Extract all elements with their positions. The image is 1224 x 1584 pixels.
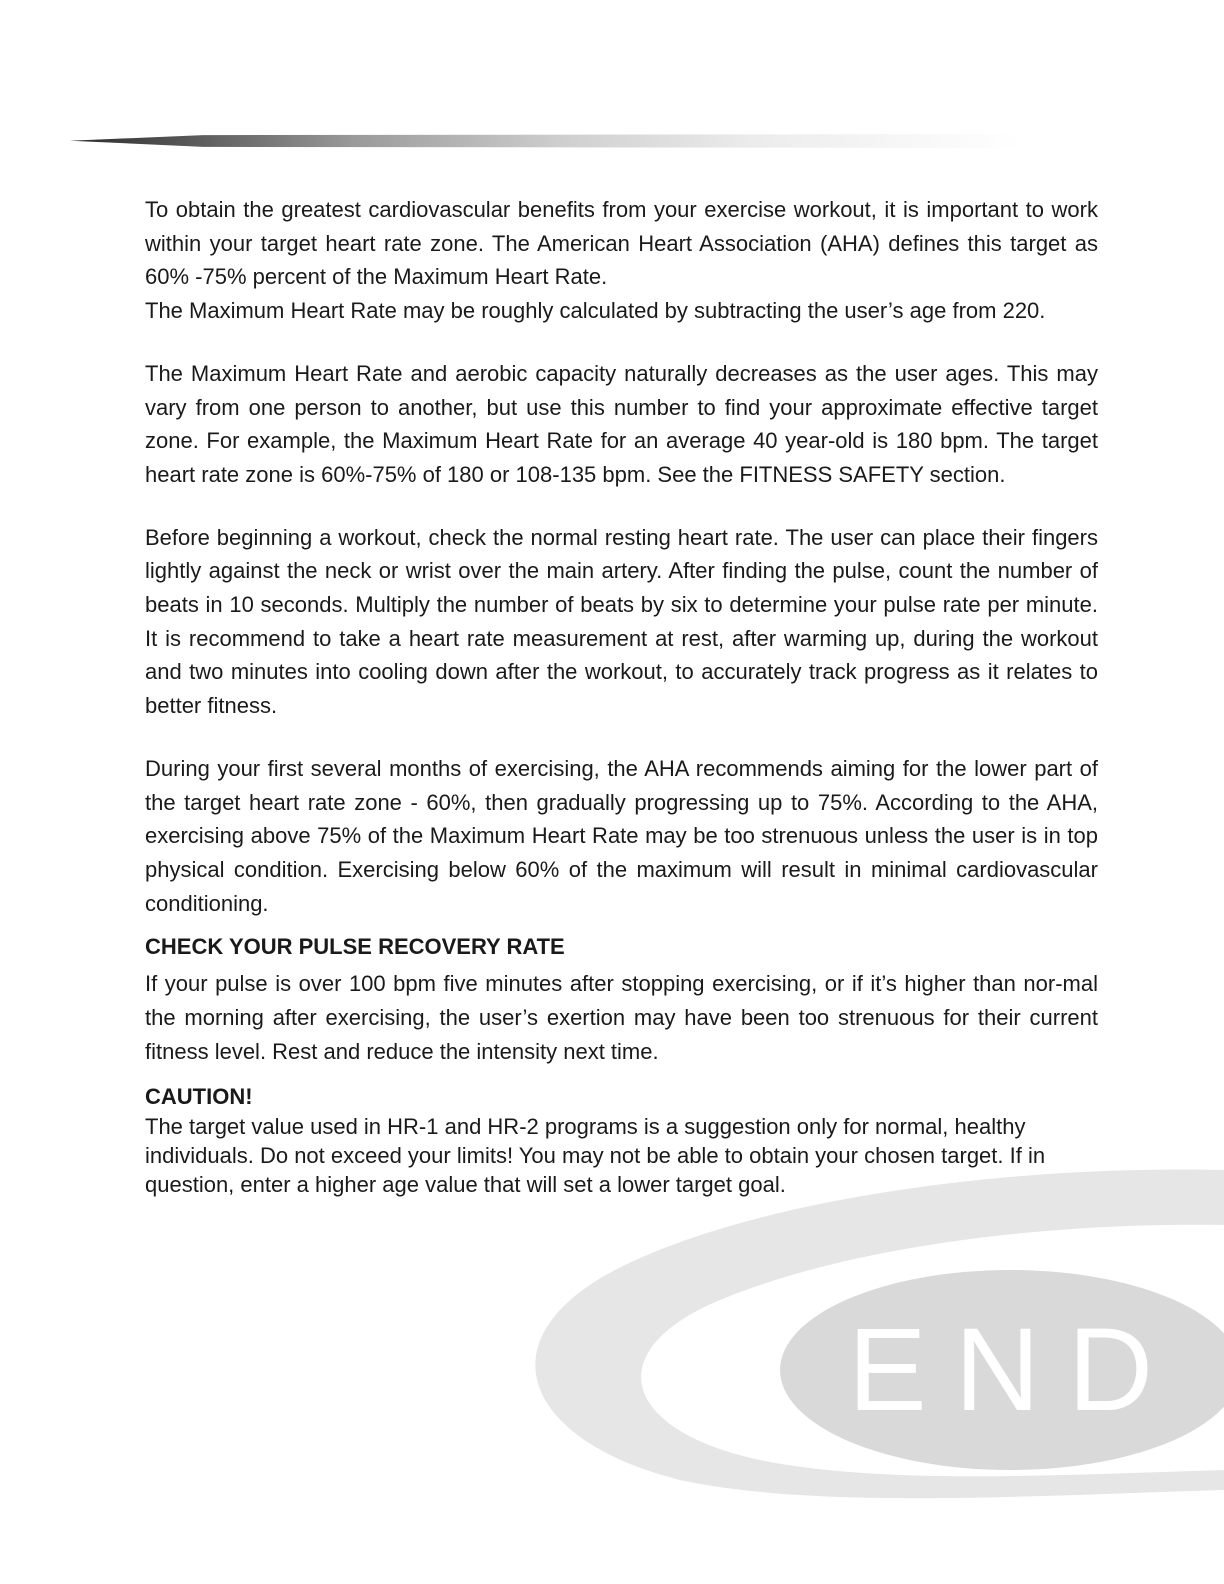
caution-heading: CAUTION! [145, 1084, 253, 1110]
watermark-logo-text: END [848, 1304, 1182, 1436]
paragraph-target-zone: To obtain the greatest cardiovascular benefits from your exercise workout, it is important to work within your target heart rate zone. The American Heart Association (AHA) defines this target as 60% -75% percent of the Maximum Heart Rate. [145, 197, 1098, 290]
caution-text: The target value used in HR-1 and HR-2 programs is a suggestion only for normal, healthy individuals. Do not exceed your limits! You may not be able to obtain your chosen target. If in question, enter a higher age value that will set a lower target goal. [145, 1114, 1046, 1198]
paragraph-max-heart-rate: The Maximum Heart Rate may be roughly calculated by subtracting the user’s age from 220. [145, 298, 1046, 324]
body-content [145, 193, 1098, 1199]
paragraph-aerobic-capacity: The Maximum Heart Rate and aerobic capacity naturally decreases as the user ages. This may vary from one person to another, but use this number to find your approximate effective target zone. For example, the Maximum Heart Rate for an average 40 year-old is 180 bpm. The target heart rate zone is 60%-75% of 180 or 108-135 bpm. See the FITNESS SAFETY section. [145, 360, 1098, 487]
recovery-heading: CHECK YOUR PULSE RECOVERY RATE [145, 934, 565, 960]
paragraph-first-months: During your first several months of exercising, the AHA recommends aiming for the lower part of the target heart rate zone - 60%, then gradually progressing up to 75%. According to the AHA, exercising above 75% of the Maximum Heart Rate may be too strenuous unless the user is in top physical condition. Exercising below 60% of the maximum will result in minimal cardiovascular conditioning. [145, 755, 1098, 916]
recovery-text: If your pulse is over 100 bpm five minutes after stopping exercising, or if it’s higher than nor-mal the morning after exercising, the user’s exertion may have been too strenuous for their current fitness level. Rest and reduce the intensity next time. [145, 971, 1098, 1064]
paragraph-resting-heart-rate: Before beginning a workout, check the normal resting heart rate. The user can place their fingers lightly against the neck or wrist over the main artery. After finding the pulse, count the number of beats in 10 seconds. Multiply the number of beats by six to determine your pulse rate per minute. It is recommend to take a heart rate measurement at rest, after warming up, during the workout and two minutes into cooling down after the workout, to accurately track progress as it relates to better fitness. [145, 524, 1098, 719]
